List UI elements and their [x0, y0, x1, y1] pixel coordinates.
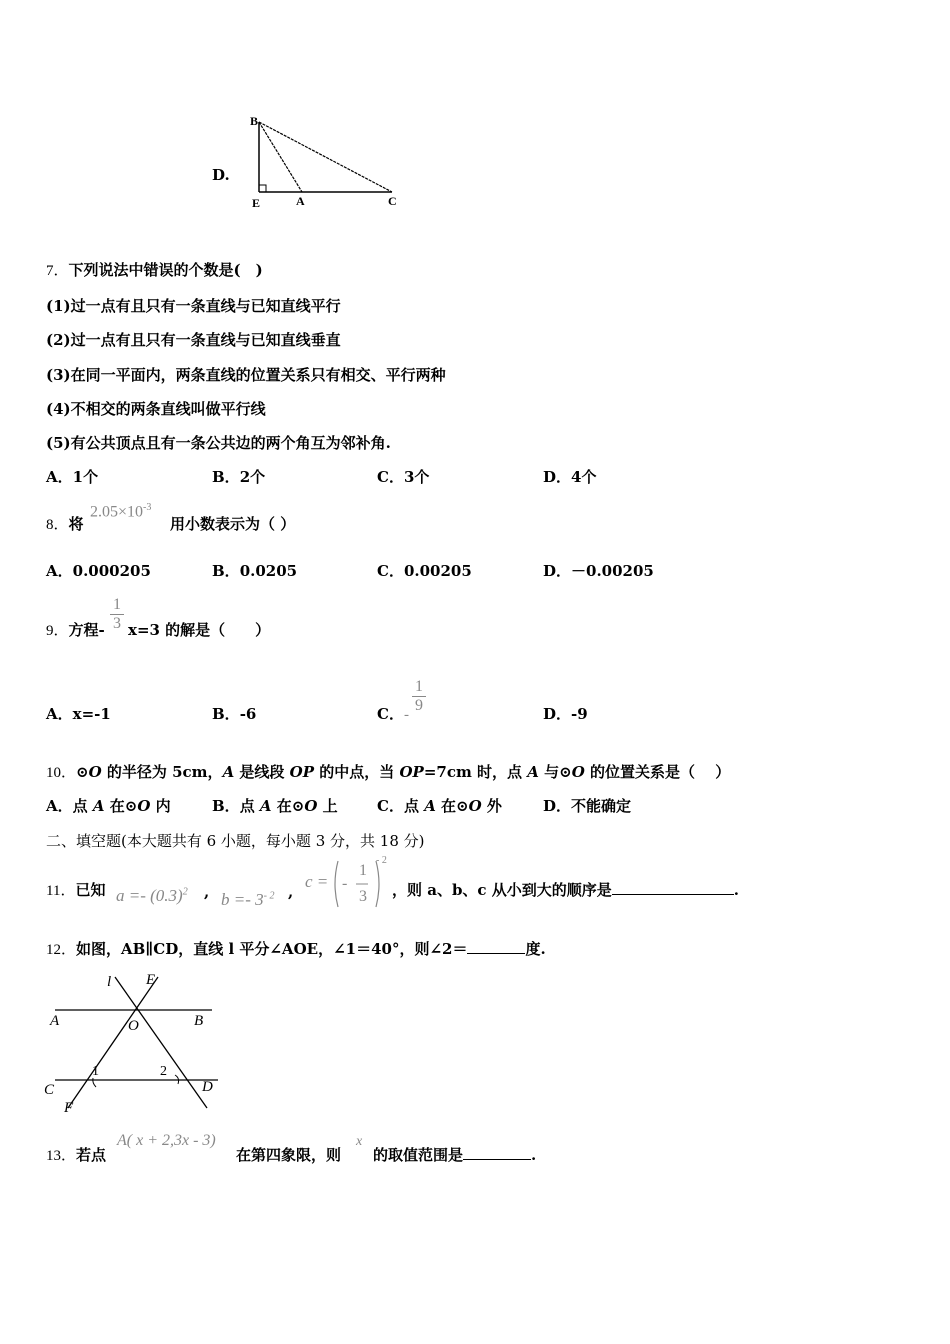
q10-part: 的半径为 5cm， [101, 763, 223, 781]
q8-option-a[interactable] [46, 561, 151, 581]
option-text: O [304, 797, 318, 815]
option-text: O [468, 797, 482, 815]
q7-statement-3: (3)在同一平面内，两条直线的位置关系只有相交、平行两种 [46, 366, 446, 384]
option-text: 在⊙ [435, 797, 469, 815]
q11-post-text: ，则 a、b、c 从小到大的顺序是 [392, 881, 612, 899]
q13-mid: 在第四象限，则 [236, 1146, 342, 1164]
option-text: 内 [150, 797, 171, 815]
q7-option-b[interactable] [212, 467, 265, 487]
q11-c-exp: - 2 [376, 855, 387, 866]
q11-post [392, 880, 739, 900]
option-text: 0.0205 [239, 562, 298, 580]
q12-label-l: l [107, 974, 112, 990]
q9-option-b[interactable] [212, 704, 256, 724]
option-label: C． [377, 468, 404, 486]
option-label: B． [212, 797, 240, 815]
q13-tail: . [531, 1146, 537, 1164]
q13-point-expression: A( x + 2,3x - 3) [117, 1132, 216, 1149]
q9-option-c-fraction [412, 678, 426, 715]
option-text: 0.00205 [403, 562, 472, 580]
option-text: O [137, 797, 151, 815]
q12-label-b: B [194, 1013, 204, 1029]
option-text: A [92, 797, 105, 815]
option-text: 点 [72, 797, 93, 815]
q12-tail: 度. [525, 940, 546, 958]
q12-label-a: A [50, 1013, 60, 1029]
option-label: C． [377, 562, 404, 580]
q7-statement-4: (4)不相交的两条直线叫做平行线 [46, 400, 266, 418]
option-label: D． [543, 562, 572, 580]
q10-part: O [571, 763, 585, 781]
q10-stem [46, 762, 730, 783]
q6-label-a: A [296, 194, 305, 208]
q10-number: 10． [46, 765, 77, 781]
q13-number: 13． [46, 1148, 77, 1164]
q12-label-e: E [146, 972, 156, 988]
q12-label-o: O [128, 1018, 139, 1034]
q7-stem [46, 260, 263, 281]
q7-option-d[interactable] [543, 467, 596, 487]
q6-label-c: C [388, 194, 397, 208]
q11-answer-blank[interactable] [612, 880, 734, 895]
q10-part: A [527, 763, 539, 781]
option-label: C． [377, 797, 404, 815]
q10-part: 的中点，当 [314, 763, 400, 781]
q12-label-c: C [44, 1082, 55, 1098]
q12-text: 如图，AB∥CD，直线 l 平分∠AOE，∠1＝40°，则∠2＝ [76, 940, 468, 958]
q10-part: A [222, 763, 235, 781]
q11-c-den: 3 [359, 888, 367, 905]
q12-stem [46, 939, 546, 960]
q9-option-a[interactable] [46, 704, 111, 724]
q8-post: 用小数表示为（ ） [170, 515, 296, 533]
q11-b-expr: b =- 3 [221, 890, 264, 909]
q11-expr-a [116, 886, 188, 906]
option-text: 4个 [571, 468, 597, 486]
q11-a-expr: a =- (0.3) [116, 886, 183, 905]
q7-option-c[interactable] [377, 467, 429, 487]
q8-pre [46, 514, 84, 535]
q6-label-b: B [250, 114, 259, 128]
q11-comma-1: , [204, 883, 210, 901]
q7-statement-2: (2)过一点有且只有一条直线与已知直线垂直 [46, 331, 341, 349]
q9-fraction [110, 596, 124, 633]
option-sign: - [403, 707, 409, 723]
q8-option-b[interactable] [212, 561, 297, 581]
option-text: 点 [403, 797, 425, 815]
q11-c-fraction [356, 862, 370, 906]
q9-pre-text: 方程- [68, 621, 105, 639]
q10-option-a[interactable] [46, 796, 171, 816]
option-text: 2个 [239, 468, 266, 486]
q13-answer-blank[interactable] [463, 1145, 531, 1160]
q12-label-2: 2 [160, 1064, 167, 1079]
q11-expr-b [221, 890, 274, 910]
q8-option-c[interactable] [377, 561, 472, 581]
q13-var: x [356, 1134, 363, 1149]
q6-label-e: E [252, 196, 261, 210]
q11-b-exp: - 2 [263, 890, 275, 902]
q11-a-exp: 2 [182, 886, 188, 898]
q9-number: 9． [46, 623, 69, 639]
option-text: 在⊙ [271, 797, 305, 815]
option-label: D． [543, 797, 572, 815]
q10-part: OP [289, 763, 315, 781]
q9-option-c[interactable] [377, 704, 409, 725]
option-label: A． [46, 797, 73, 815]
q12-answer-blank[interactable] [467, 939, 525, 954]
option-text: －0.00205 [571, 562, 654, 580]
q7-statement-1: (1)过一点有且只有一条直线与已知直线平行 [46, 297, 341, 315]
q10-part: 与⊙ [538, 763, 572, 781]
section-2-title: 二、填空题(本大题共有 6 小题，每小题 3 分，共 18 分) [46, 832, 425, 850]
q11-c-lhs: c = [305, 872, 329, 891]
q12-label-d: D [202, 1079, 213, 1095]
option-text: 0.000205 [72, 562, 151, 580]
option-label: A． [46, 705, 73, 723]
q7-statement-5: (5)有公共顶点且有一条公共边的两个角互为邻补角. [46, 434, 391, 452]
q11-tail: . [733, 881, 740, 899]
option-label: B． [212, 705, 240, 723]
option-text: 外 [481, 797, 502, 815]
q11-number: 11． [46, 883, 76, 899]
q9-post: x=3 的解是（ ） [128, 621, 271, 639]
option-text: x=-1 [72, 705, 111, 723]
q10-part: =7cm 时，点 [423, 763, 528, 781]
q10-option-c[interactable] [377, 796, 502, 816]
option-text: 点 [239, 797, 260, 815]
frac-den: 9 [415, 697, 423, 714]
option-label: A． [46, 468, 73, 486]
q6-triangle-figure [244, 110, 414, 215]
q10-part: ⊙ [76, 763, 89, 781]
q8-option-d[interactable] [543, 561, 654, 581]
q13-pre-text: 若点 [76, 1146, 107, 1164]
q12-label-f: F [64, 1100, 74, 1115]
q11-c-num: 1 [359, 862, 367, 879]
q12-number: 12． [46, 942, 77, 958]
q11-pre-text: 已知 [75, 881, 106, 899]
q9-option-d[interactable] [543, 704, 588, 724]
q10-part: OP [399, 763, 424, 781]
option-label: B． [212, 562, 240, 580]
q11-comma-2: , [288, 883, 294, 901]
option-label: D． [543, 468, 572, 486]
q9-frac-num: 1 [110, 596, 124, 615]
option-label: B． [212, 468, 240, 486]
option-text: 不能确定 [571, 797, 632, 815]
q8-expr-exp: -3 [143, 502, 152, 513]
option-text: 1个 [72, 468, 99, 486]
q10-part: O [88, 763, 102, 781]
q13-post-text: 的取值范围是 [373, 1146, 464, 1164]
q8-number: 8． [46, 517, 69, 533]
q10-option-d[interactable] [543, 796, 631, 816]
option-text: 在⊙ [104, 797, 138, 815]
q12-label-1: 1 [92, 1064, 99, 1079]
q8-pre-text: 将 [68, 515, 84, 533]
q9-frac-den: 3 [113, 615, 121, 632]
option-text: A [424, 797, 436, 815]
q11-pre [46, 880, 105, 901]
option-text: 3个 [403, 468, 430, 486]
option-text: A [259, 797, 272, 815]
option-text: -6 [239, 705, 257, 723]
option-label: A． [46, 562, 73, 580]
q7-number: 7． [46, 263, 69, 279]
q11-c-sign: - [342, 875, 348, 892]
option-text: 上 [317, 797, 338, 815]
q10-part: 的位置关系是（ ） [584, 763, 731, 781]
q8-expr-base: 2.05×10 [90, 503, 144, 521]
option-label: C． [377, 705, 404, 723]
q7-stem-text: 下列说法中错误的个数是( ) [68, 261, 263, 279]
option-text: -9 [571, 705, 588, 723]
q6-option-d-label: D. [212, 166, 230, 184]
option-label: D． [543, 705, 572, 723]
q10-option-b[interactable] [212, 796, 338, 816]
q7-option-a[interactable] [46, 467, 98, 487]
q8-expression [90, 502, 151, 521]
q13-pre [46, 1145, 106, 1166]
frac-num: 1 [412, 678, 426, 697]
q12-parallel-lines-figure [40, 965, 230, 1115]
q10-part: 是线段 [234, 763, 290, 781]
q13-post [373, 1145, 536, 1165]
q9-pre [46, 620, 105, 641]
